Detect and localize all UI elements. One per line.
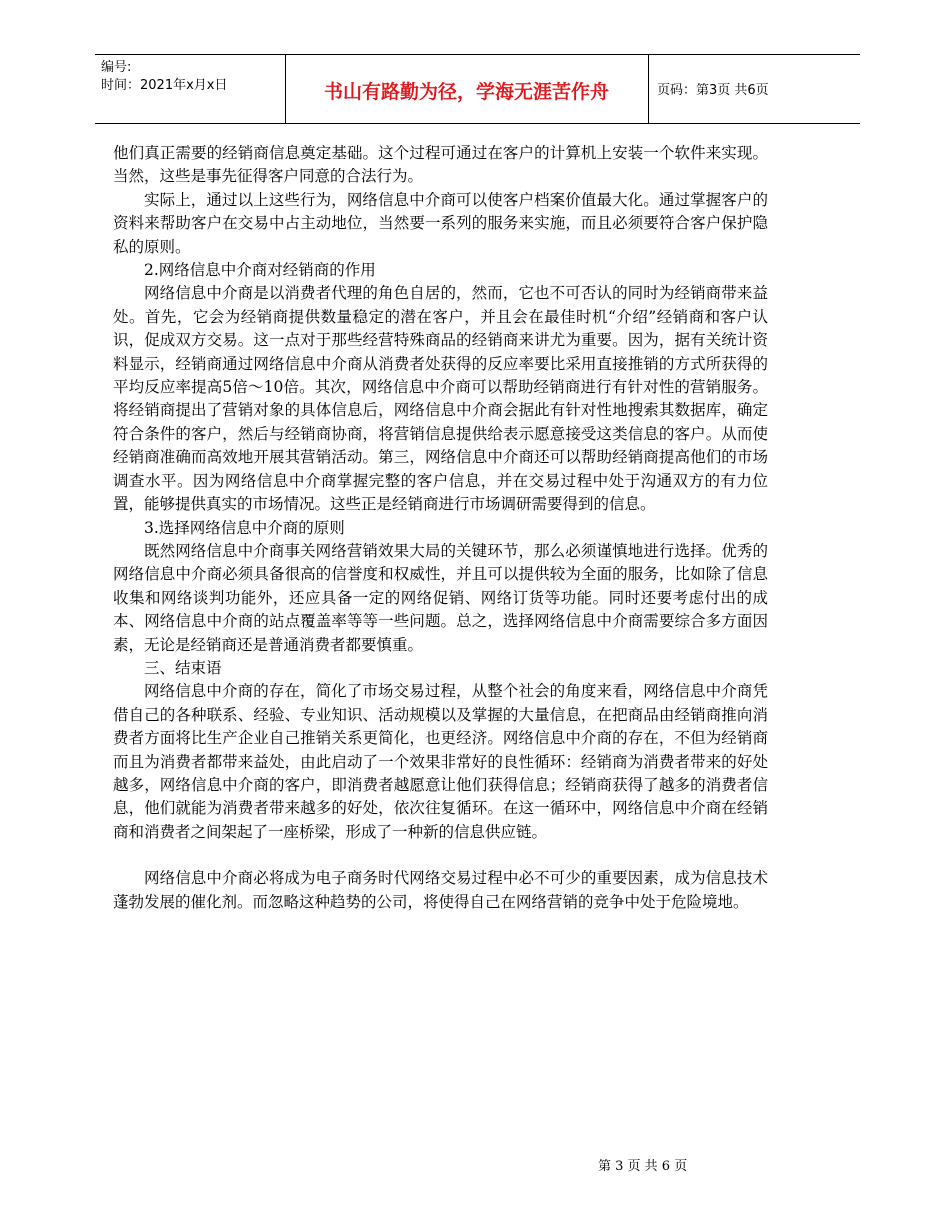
body-paragraph: 三、结束语 bbox=[144, 658, 222, 677]
body-paragraph: 网络信息中介商必将成为电子商务时代网络交易过程中必不可少的重要因素，成为信息技术蓬勃发展的催化剂。而忽略这种趋势的公司，将使得自己在网络营销的竞争中处于危险境地。 bbox=[113, 869, 768, 911]
body-paragraph: 2.网络信息中介商对经销商的作用 bbox=[144, 261, 376, 280]
header-time-label: 时间：2021年x月x日 bbox=[101, 78, 228, 93]
body-paragraph: 网络信息中介商是以消费者代理的角色自居的，然而，它也不可否认的同时为经销商带来益处。首先，它会为经销商提供数量稳定的潜在客户，并且会在最佳时机“介绍”经销商和客户认识，促成双方交易。这一点对于那些经营特殊商品的经销商来讲尤为重要。因为，据有关统计资料显示，经销商通过网络信息中介商从消费者处获得的反应率要比采用直接推销的方式所获得的平均反应率提高5倍～10倍。其次，网络信息中介商可以帮助经销商进行有针对性的营销服务。将经销商提出了营销对象的具体信息后，网络信息中介商会据此有针对性地搜索其数据库，确定符合条件的客户，然后与经销商协商，将营销信息提供给表示愿意接受这类信息的客户。从而使经销商准确而高效地开展其营销活动。第三，网络信息中介商还可以帮助经销商提高他们的市场调查水平。因为网络信息中介商掌握完整的客户信息，并在交易过程中处于沟通双方的有力位置，能够提供真实的市场情况。这些正是经销商进行市场调研需要得到的信息。 bbox=[113, 284, 768, 514]
body-paragraph: 既然网络信息中介商事关网络营销效果大局的关键环节，那么必须谨慎地进行选择。优秀的网络信息中介商必须具备很高的信誉度和权威性，并且可以提供较为全面的服务，比如除了信息收集和网络谈判功能外，还应具备一定的网络促销、网络订货等功能。同时还要考虑付出的成本、网络信息中介商的站点覆盖率等等一些问题。总之，选择网络信息中介商需要综合多方面因素，无论是经销商还是普通消费者都要慎重。 bbox=[113, 541, 768, 654]
header-number-label: 编号: bbox=[101, 60, 132, 75]
body-paragraph: 3.选择网络信息中介商的原则 bbox=[144, 518, 345, 537]
header-page-info: 页码：第3页 共6页 bbox=[657, 83, 769, 98]
header-divider bbox=[648, 55, 649, 123]
page-header bbox=[95, 54, 860, 124]
page-footer: 第 3 页 共 6 页 bbox=[598, 1159, 688, 1174]
body-paragraph: 实际上，通过以上这些行为，网络信息中介商可以使客户档案价值最大化。通过掌握客户的资料来帮助客户在交易中占主动地位，当然要一系列的服务来实施，而且必须要符合客户保护隐私的原则。 bbox=[113, 190, 768, 256]
header-meta bbox=[101, 59, 227, 95]
body-paragraph: 他们真正需要的经销商信息奠定基础。这个过程可通过在客户的计算机上安装一个软件来实现。当然，这些是事先征得客户同意的合法行为。 bbox=[113, 144, 768, 186]
header-motto: 书山有路勤为径，学海无涯苦作舟 bbox=[323, 81, 609, 103]
body-paragraph: 网络信息中介商的存在，简化了市场交易过程，从整个社会的角度来看，网络信息中介商凭借自己的各种联系、经验、专业知识、活动规模以及掌握的大量信息，在把商品由经销商推向消费者方面将比生产企业自己推销关系更简化，也更经济。网络信息中介商的存在，不但为经销商而且为消费者都带来益处，由此启动了一个效果非常好的良性循环：经销商为消费者带来的好处越多，网络信息中介商的客户，即消费者越愿意让他们获得信息；经销商获得了越多的消费者信息，他们就能为消费者带来越多的好处，依次往复循环。在这一循环中，网络信息中介商在经销商和消费者之间架起了一座桥梁，形成了一种新的信息供应链。 bbox=[113, 682, 768, 841]
document-body bbox=[113, 142, 768, 914]
